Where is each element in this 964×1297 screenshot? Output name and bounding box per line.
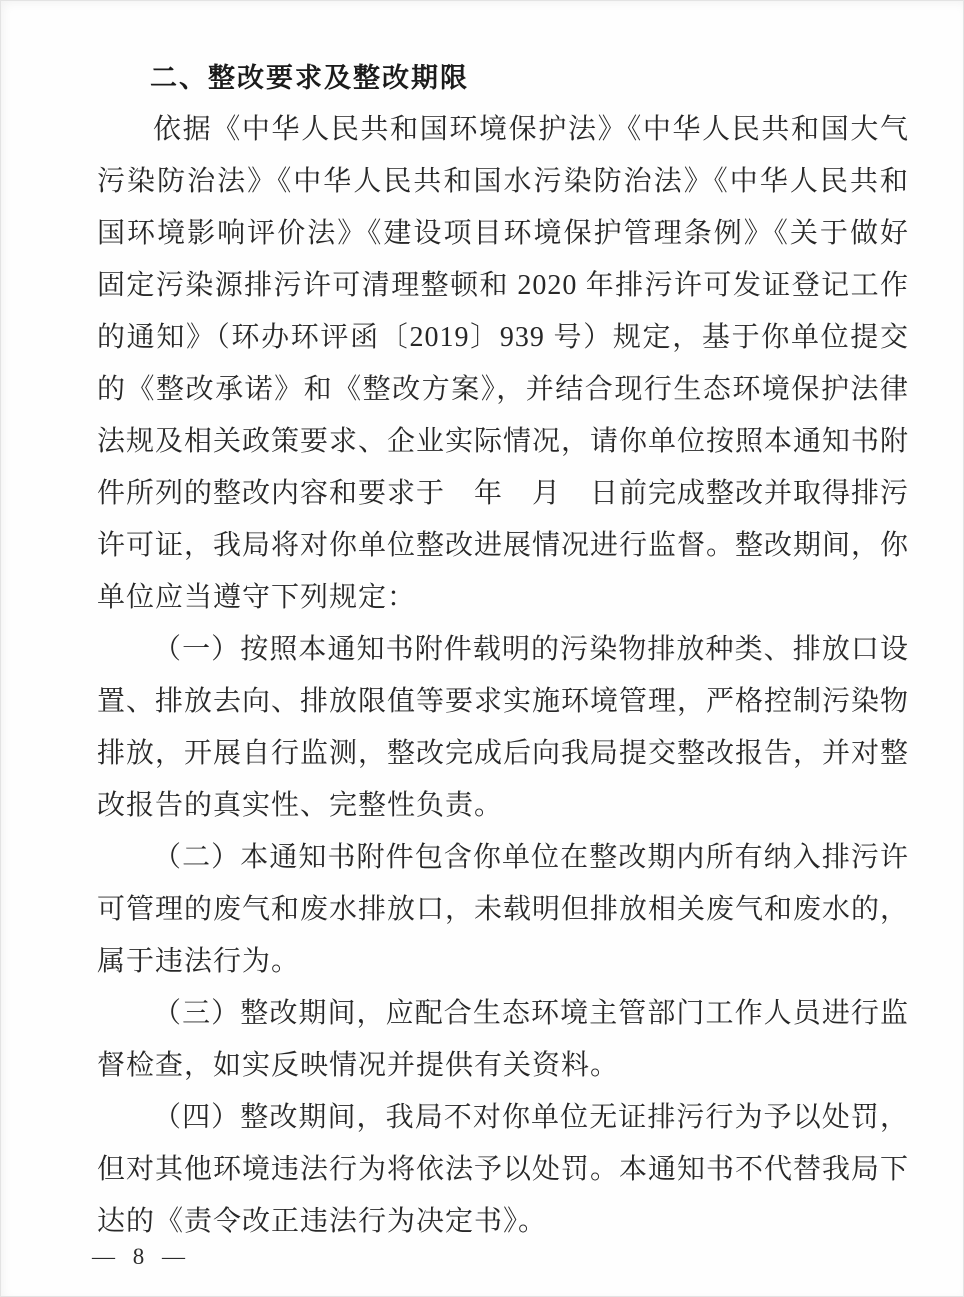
page-number: — 8 — xyxy=(92,1244,191,1269)
paragraph-rule-3: （三）整改期间，应配合生态环境主管部门工作人员进行监督检查，如实反映情况并提供有关资料。 xyxy=(97,998,909,1081)
paragraph-rule-2: （二）本通知书附件包含你单位在整改期内所有纳入排污许可管理的废气和废水排放口，未载明但排放相关废气和废水的，属于违法行为。 xyxy=(97,842,910,977)
section-heading: 二、整改要求及整改期限 xyxy=(150,63,469,93)
paragraph-legal-basis: 依据《中华人民共和国环境保护法》《中华人民共和国大气污染防治法》《中华人民共和国水污染防治法》《中华人民共和国环境影响评价法》《建设项目环境保护管理条例》《关于做好固定污染源排污许可清理整顿和 2020 年排污许可发证登记工作的通知》（环办环评函〔2019〕939 号）规定，基于你单位提交的《整改承诺》和《整改方案》，并结合现行生态环境保护法律法规及相关政策要求、企业实际情况，请你单位按照本通知书附件所列的整改内容和要求于 年 月 日前完成整改并取得排污许可证，我局将对你单位整改进展情况进行监督。整改期间，你单位应当遵守下列规定： xyxy=(97,114,910,613)
document-body xyxy=(97,52,909,1248)
paragraph-rule-1: （一）按照本通知书附件载明的污染物排放种类、排放口设置、排放去向、排放限值等要求实施环境管理，严格控制污染物排放，开展自行监测，整改完成后向我局提交整改报告，并对整改报告的真实性、完整性负责。 xyxy=(97,634,910,821)
paragraph-rule-4: （四）整改期间，我局不对你单位无证排污行为予以处罚，但对其他环境违法行为将依法予以处罚。本通知书不代替我局下达的《责令改正违法行为决定书》。 xyxy=(97,1102,910,1237)
